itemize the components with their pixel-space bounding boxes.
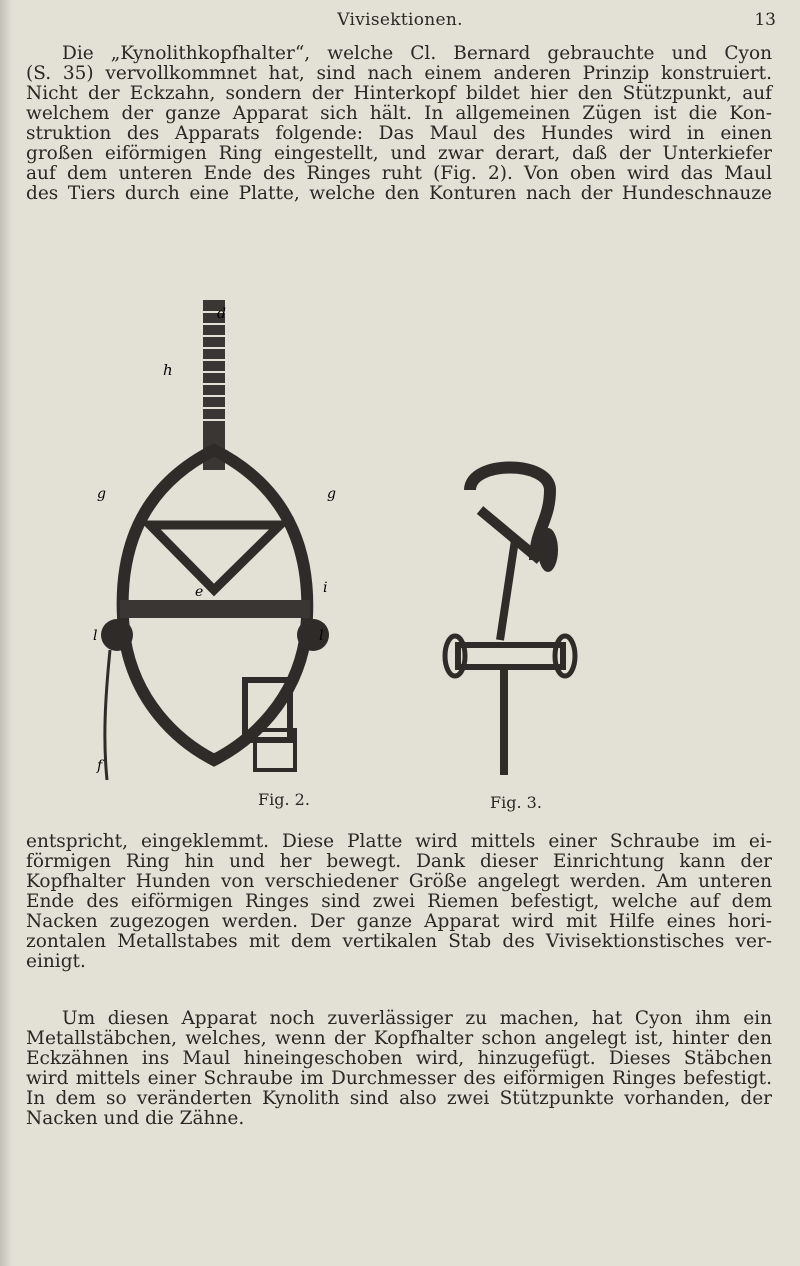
metal-rod-drawing bbox=[440, 450, 580, 780]
paragraph-kynolith-intro bbox=[26, 44, 772, 204]
muzzle-plate bbox=[150, 525, 280, 590]
text-line: Um diesen Apparat noch zuverlässiger zu machen, hat Cyon ihm ein bbox=[62, 1008, 772, 1029]
text-line: zontalen Metallstabes mit dem vertikalen Stab des Vivisektionstisches ver- bbox=[26, 931, 772, 952]
cross-bar bbox=[120, 600, 310, 618]
label-g-right: g bbox=[327, 486, 336, 502]
paragraph-plate-description bbox=[26, 832, 772, 972]
page-header bbox=[0, 10, 800, 38]
text-line: struktion des Apparats folgende: Das Maul des Hundes wird in einen bbox=[26, 123, 772, 144]
figure-3-illustration bbox=[440, 450, 580, 780]
text-line: Nacken und die Zähne. bbox=[26, 1108, 245, 1129]
figure-2-caption: Fig. 2. bbox=[258, 790, 310, 809]
strap-holder-left bbox=[101, 619, 133, 651]
text-line: Die „Kynolithkopfhalter“, welche Cl. Bernard gebrauchte und Cyon bbox=[62, 43, 772, 64]
paragraph-cyon-improvement bbox=[26, 1009, 772, 1129]
text-line: Ende des eiförmigen Ringes sind zwei Riemen befestigt, welche auf dem bbox=[26, 891, 772, 912]
page-number: 13 bbox=[754, 10, 776, 30]
label-i: i bbox=[323, 580, 328, 596]
label-g-left: g bbox=[97, 486, 106, 502]
kynolith-ring-drawing bbox=[95, 300, 335, 790]
text-line: förmigen Ring hin und her bewegt. Dank dieser Einrichtung kann der bbox=[26, 851, 772, 872]
label-h: h bbox=[163, 361, 173, 379]
hook-nut bbox=[538, 528, 558, 572]
text-line: Eckzähnen ins Maul hineingeschoben wird, hinzugefügt. Dieses Stäbchen bbox=[26, 1048, 772, 1069]
text-line: auf dem unteren Ende des Ringes ruht (Fig. 2). Von oben wird das Maul bbox=[26, 163, 772, 184]
strap-left bbox=[105, 650, 110, 780]
figure-3-caption: Fig. 3. bbox=[490, 793, 542, 812]
text-line: des Tiers durch eine Platte, welche den Konturen nach der Hundeschnauze bbox=[26, 183, 772, 204]
text-line: großen eiförmigen Ring eingestellt, und zwar derart, daß der Unterkiefer bbox=[26, 143, 772, 164]
label-l-right: l bbox=[319, 628, 324, 644]
text-line: entspricht, eingeklemmt. Diese Platte wird mittels einer Schraube im ei- bbox=[26, 831, 772, 852]
text-line: Kopfhalter Hunden von verschiedener Größe angelegt werden. Am unteren bbox=[26, 871, 772, 892]
text-line: einigt. bbox=[26, 951, 86, 972]
text-line: Nicht der Eckzahn, sondern der Hinterkopf bildet hier den Stützpunkt, auf bbox=[26, 83, 772, 104]
text-line: In dem so veränderten Kynolith sind also zwei Stützpunkte vorhanden, der bbox=[26, 1088, 772, 1109]
text-line: Nacken zugezogen werden. Der ganze Apparat wird mit Hilfe eines hori- bbox=[26, 911, 772, 932]
text-line: wird mittels einer Schraube im Durchmesser des eiförmigen Ringes befestigt. bbox=[26, 1068, 772, 1089]
label-l-left: l bbox=[93, 628, 98, 644]
label-d: d bbox=[217, 306, 226, 322]
diagonal-rod bbox=[500, 540, 515, 640]
horizontal-clamp bbox=[458, 645, 563, 667]
text-line: Metallstäbchen, welches, wenn der Kopfhalter schon angelegt ist, hinter den bbox=[26, 1028, 772, 1049]
figure-2-illustration bbox=[95, 300, 335, 790]
strap-holder-right bbox=[297, 619, 329, 651]
page-binding-shadow bbox=[0, 0, 12, 1266]
text-line: (S. 35) vervollkommnet hat, sind nach einem anderen Prinzip konstruiert. bbox=[26, 63, 772, 84]
label-e: e bbox=[195, 584, 204, 600]
text-line: welchem der ganze Apparat sich hält. In allgemeinen Zügen ist die Kon- bbox=[26, 103, 772, 124]
label-f: f bbox=[97, 758, 103, 774]
running-title: Vivisektionen. bbox=[337, 10, 463, 30]
vertical-post bbox=[500, 670, 508, 775]
